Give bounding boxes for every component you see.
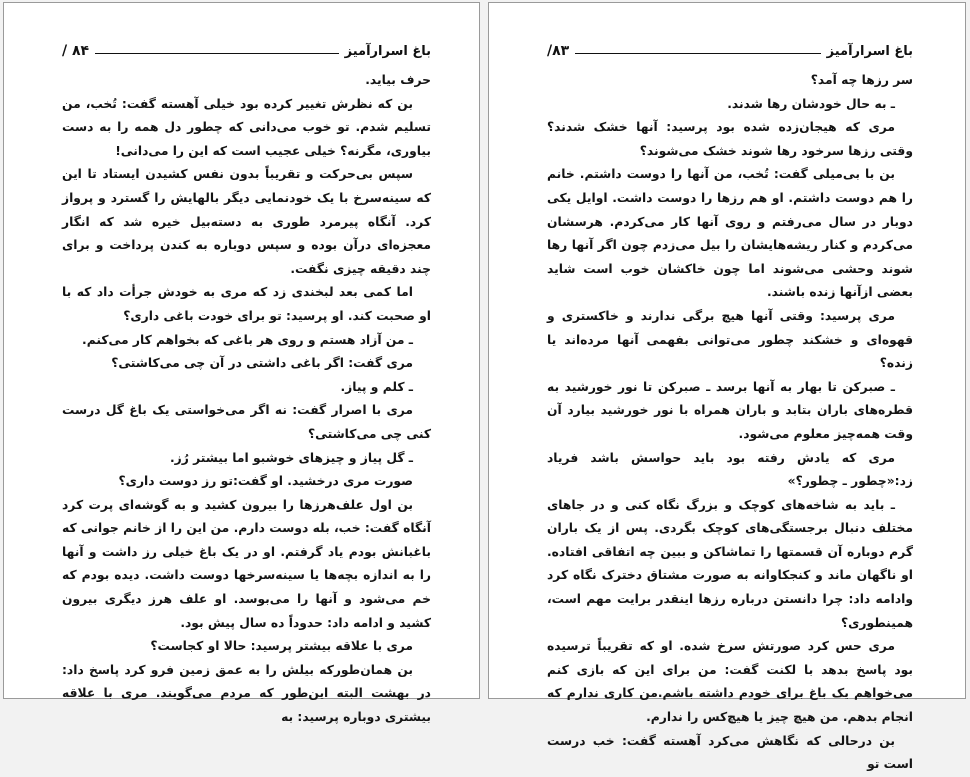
paragraph: مری پرسید: وقتی آنها هیچ برگی ندارند و خاکستری و قهوه‌ای و خشکند چطور می‌توانی بفهمی آنها مرده‌اند یا زنده؟ <box>547 308 913 371</box>
paragraph: مری که یادش رفته بود باید حواسش باشد فریاد زد:«چطور ـ چطور؟» <box>547 450 913 489</box>
paragraph: مری با اصرار گفت: نه اگر می‌خواستی یک باغ گل درست کنی چی می‌کاشتی؟ <box>62 403 431 441</box>
paragraph: بن همان‌طورکه بیلش را به عمق زمین فرو کرد پاسخ داد: در بهشت البته این‌طور که مردم می‌گویند. مری با علاقه بیشتری دوباره پرسید: به <box>62 662 431 725</box>
page-header <box>547 37 913 59</box>
paragraph: اما کمی بعد لبخندی زد که مری به خودش جرأت داد که با او صحبت کند. او پرسید: تو برای خودت باغی داری؟ <box>62 285 431 323</box>
page-number: /۸۳ <box>547 43 570 59</box>
right-page <box>488 2 966 772</box>
paragraph: سپس بی‌حرکت و تقریباً بدون نفس کشیدن ایستاد تا این که سینه‌سرخ با یک خودنمایی دیگر بالهایش را گسترد و پرواز کرد. آنگاه پیرمرد طوری به دسته‌بیل خیره شد که انگار معجزه‌ای درآن بوده و سپس دوباره به کندن پرداخت و برای چند دقیقه چیزی نگفت. <box>62 167 431 276</box>
paragraph: ـ گل پیاز و چیزهای خوشبو اما بیشتر رُز. <box>170 450 413 465</box>
book-title: باغ اسرارآمیز <box>826 44 913 59</box>
paragraph: صورت مری درخشید. او گفت:تو رز دوست داری؟ <box>118 474 413 489</box>
paragraph: بن اول علف‌هرزها را بیرون کشید و به گوشه‌ای پرت کرد آنگاه گفت: خب، بله دوست دارم. من این را از خانم جوانی که باغبانش بودم یاد گرفتم. او در یک باغ خیلی رز داشت و آنها را به اندازه بچه‌ها یا سینه‌سرخها دوست داشت. دیده بودم که خم می‌شود و آنها را می‌بوسد. او علف هرز دیگری بیرون کشید و ادامه داد: حدوداً ده سال پیش بود. <box>62 497 431 630</box>
paragraph: مری حس کرد صورتش سرخ شده. او که تقریباً ترسیده بود پاسخ بدهد با لکنت گفت: من برای این که بازی کنم می‌خواهم یک باغ برای خودم داشته باشم.من کاری ندارم که انجام بدهم. من هیچ چیز یا هیچ‌کس را ندارم. <box>547 639 913 725</box>
paragraph: مری که هیجان‌زده شده بود پرسید: آنها خشک شدند؟ وقتی رزها سرخود رها شوند خشک می‌شوند؟ <box>547 120 913 158</box>
paragraph: ـ صبرکن تا بهار به آنها برسد ـ صبرکن تا نور خورشید به قطره‌های باران بتابد و باران همراه با نور خورشید بیارد آن وقت همه‌چیز معلوم می‌شود. <box>547 379 913 441</box>
left-page <box>3 2 480 725</box>
paragraph: سر رزها چه آمد؟ <box>810 73 913 87</box>
page-body <box>547 69 913 772</box>
page-body <box>62 69 431 725</box>
book-title: باغ اسرارآمیز <box>344 44 431 59</box>
paragraph: بن درحالی که نگاهش می‌کرد آهسته گفت: خب درست است تو <box>547 733 913 772</box>
header-rule <box>95 53 339 54</box>
page-header <box>62 37 431 59</box>
page-number: / ۸۴ <box>62 43 90 59</box>
paragraph: بن با بی‌میلی گفت: تُخب، من آنها را دوست داشتم. خانم را هم دوست داشتم. او هم رزها را دوست داشت. اوایل یکی دوبار در سال می‌رفتم و روی آنها کار می‌کردم. هرسشان می‌کردم و کنار ریشه‌هایشان را بیل می‌زدم چون اگر آنها رها شوند وحشی می‌شوند اما چون خاکشان خوب است شاید بعضی ازآنها زنده باشند. <box>547 167 913 300</box>
paragraph: بن که نظرش تغییر کرده بود خیلی آهسته گفت: تُخب، من تسلیم شدم. تو خوب می‌دانی که چطور دل همه را به دست بیاوری، مگرنه؟ خیلی عجیب است که این را می‌دانی! <box>62 96 431 158</box>
paragraph: مری گفت: اگر باغی داشتی در آن چی می‌کاشتی؟ <box>111 356 413 371</box>
paragraph: ـ به حال خودشان رها شدند. <box>727 96 895 111</box>
paragraph: مری با علاقه بیشتر پرسید: حالا او کجاست؟ <box>150 639 413 654</box>
paragraph: ـ باید به شاخه‌های کوچک و بزرگ نگاه کنی و در جاهای مختلف دنبال برجستگی‌های کوچک بگردی. پس از یک باران گرم دوباره آن قسمتها را تماشاکن و ببین چه اتفاقی افتاده. او ناگهان ماند و کنجکاوانه به صورت مشتاق دخترک نگاه کرد وادامه داد: چرا دانستن درباره رزها اینقدر برایت مهم است، همینطوری؟ <box>547 497 913 630</box>
paragraph: ـ من آزاد هستم و روی هر باغی که بخواهم کار می‌کنم. <box>82 332 413 347</box>
paragraph: ـ کلم و پیاز. <box>340 379 413 394</box>
paragraph: حرف بیاید. <box>365 73 431 87</box>
header-rule <box>575 53 820 54</box>
